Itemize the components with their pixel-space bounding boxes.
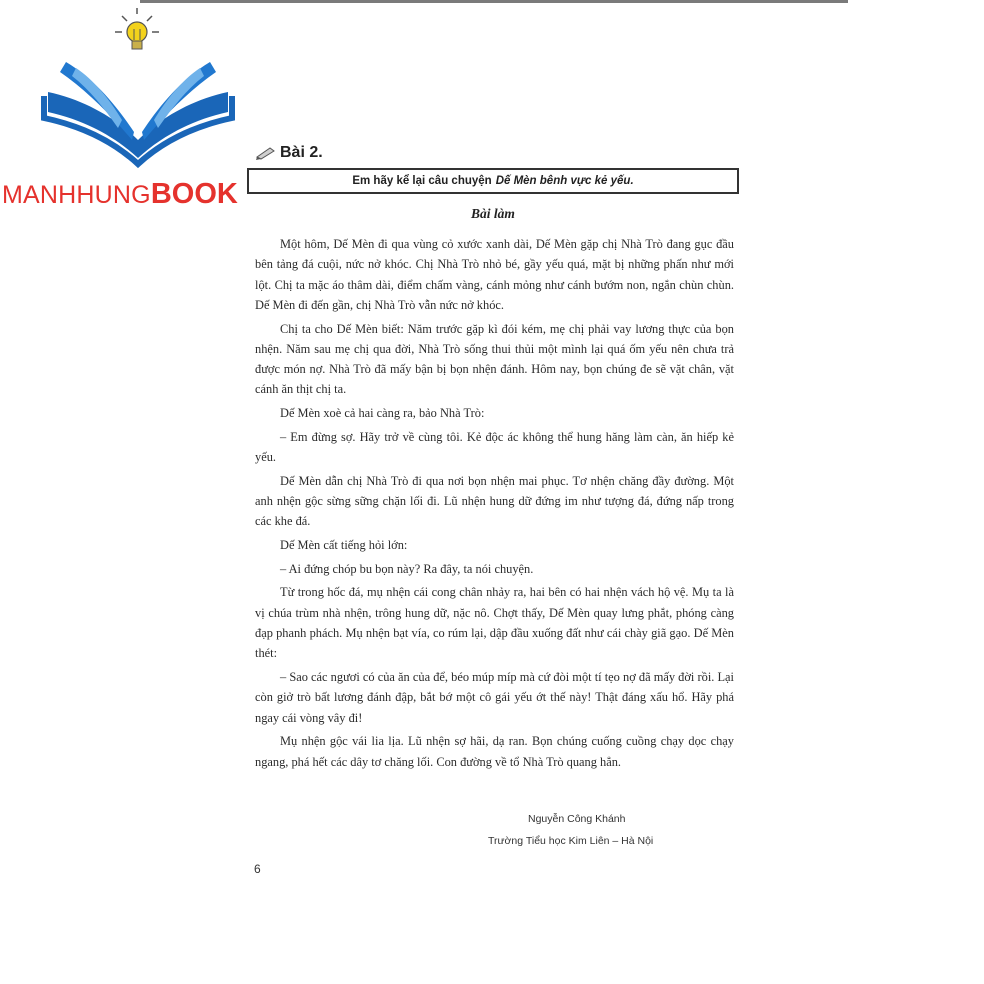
paragraph: Mụ nhện gộc vái lia lịa. Lũ nhện sợ hãi, dạ ran. Bọn chúng cuống cuồng chạy dọc chạy ngang, phá hết các dây tơ chăng lối. Con đường về tổ Nhà Trò quang hẳn. [255, 734, 734, 769]
paragraph: Từ trong hốc đá, mụ nhện cái cong chân nhảy ra, hai bên có hai nhện vách hộ vệ. Mụ ta là vị chúa trùm nhà nhện, trông hung dữ, nặc nô. Chợt thấy, Dế Mèn quay lưng phắt, phóng càng đạp phanh phách. Mụ nhện bạt vía, co rúm lại, dập đầu xuống đất như cái chày giã gạo. Dế Mèn thét: [255, 585, 734, 661]
answer-title: Bài làm [471, 206, 515, 221]
lesson-heading [256, 144, 323, 162]
paragraph: – Ai đứng chóp bu bọn này? Ra đây, ta nói chuyện. [280, 561, 534, 576]
author-name: Nguyễn Công Khánh [528, 813, 626, 825]
pencil-icon [256, 146, 276, 160]
task-prefix: Em hãy kể lại câu chuyện [352, 175, 492, 187]
paragraph: Chị ta cho Dế Mèn biết: Năm trước gặp kì đói kém, mẹ chị phải vay lương thực của bọn nhện. Năm sau mẹ chị qua đời, Nhà Trò sống thui thủi một mình lại quá ốm yếu nên chưa trả được món nợ. Nhà Trò đã mấy bận bị bọn nhện đánh. Hôm nay, bọn chúng đe sẽ vặt chân, vặt cánh ăn thịt chị ta. [255, 321, 734, 397]
paragraph: Dế Mèn cất tiếng hỏi lớn: [280, 538, 408, 553]
paragraph: Một hôm, Dế Mèn đi qua vùng cỏ xước xanh dài, Dế Mèn gặp chị Nhà Trò đang gục đầu bên tảng đá cuội, nức nở khóc. Chị Nhà Trò nhỏ bé, gầy yếu quá, mặt bị những phấn như mới lột. Chị ta mặc áo thâm dài, điểm chấm vàng, cánh mỏng như cánh bướm non, ngắn chùn chùn. Dế Mèn đi đến gần, chị Nhà Trò vẫn nức nở khóc. [255, 237, 734, 312]
lesson-title: Bài 2. [280, 144, 323, 161]
paragraph: – Sao các ngươi có của ăn của để, béo múp míp mà cứ đòi một tí tẹo nợ đã mấy đời rồi. Lại còn giở trò bất lương đánh đập, bắt bớ một cô gái yếu ớt thế này! Thật đáng xấu hổ. Hãy phá ngay cái vòng vây đi! [255, 670, 734, 725]
signature [460, 808, 740, 852]
paragraph: Dế Mèn dẫn chị Nhà Trò đi qua nơi bọn nhện mai phục. Tơ nhện chăng đầy đường. Một anh nhện gộc sừng sững chặn lối đi. Lũ nhện hung dữ đứng im như tượng đá, đứng nấp trong các khe đá. [255, 473, 734, 529]
open-book-with-lightbulb-icon [0, 0, 290, 180]
brand-part2: BOOK [150, 178, 238, 210]
page-number: 6 [254, 862, 261, 876]
brand-name [2, 178, 238, 211]
school-name: Trường Tiểu học Kim Liên – Hà Nội [488, 835, 654, 847]
paragraph: – Em đừng sợ. Hãy trở về cùng tôi. Kẻ độc ác không thể hung hăng làm càn, ăn hiếp kẻ yếu. [255, 429, 734, 465]
essay-body [255, 234, 734, 775]
task-box [247, 168, 739, 194]
brand-part1: MANHHUNG [2, 181, 151, 209]
paragraph: Dế Mèn xoè cả hai càng ra, bảo Nhà Trò: [280, 406, 485, 421]
task-story: Dế Mèn bênh vực kẻ yếu. [495, 175, 634, 187]
